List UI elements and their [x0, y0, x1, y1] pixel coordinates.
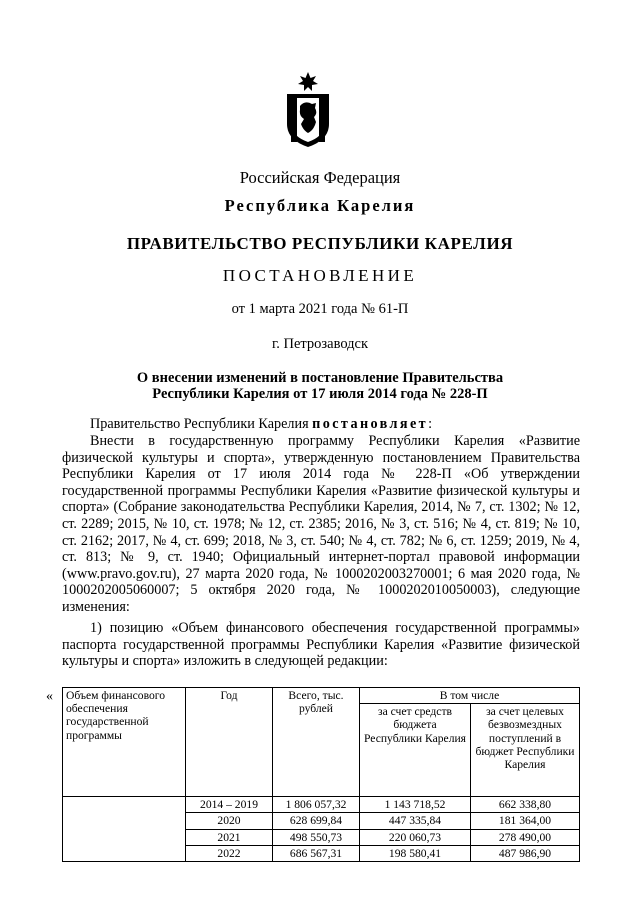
col-budget-header: за счет средств бюджета Республики Карелия [360, 704, 471, 797]
republic-name: Республика Карелия [224, 196, 416, 215]
col-grants-header: за счет целевых безвозмездных поступлений в бюджет Республики Карелия [471, 704, 580, 797]
cell-year: 2014 – 2019 [186, 797, 273, 813]
paragraph-item-1: 1) позицию «Объем финансового обеспечения государственной программы» паспорта государственной программы Республики Карелия «Развитие физической культуры и спорта» изложить в следующей редакции: [62, 620, 580, 670]
cell-year: 2020 [186, 813, 273, 829]
cell-budget: 447 335,84 [360, 813, 471, 829]
blank-cell [63, 797, 186, 862]
document-title-line-2: Республики Карелия от 17 июля 2014 года № 228-П [152, 386, 488, 402]
cell-budget: 1 143 718,52 [360, 797, 471, 813]
intro-paragraph [62, 416, 580, 433]
cell-year: 2021 [186, 829, 273, 845]
quote-mark: « [46, 689, 53, 704]
government-name: ПРАВИТЕЛЬСТВО РЕСПУБЛИКИ КАРЕЛИЯ [126, 234, 514, 253]
cell-grants: 487 986,90 [471, 845, 580, 861]
col-year-header: Год [186, 688, 273, 797]
cell-budget: 198 580,41 [360, 845, 471, 861]
cell-grants: 662 338,80 [471, 797, 580, 813]
cell-total: 686 567,31 [273, 845, 360, 861]
table-header-row [63, 688, 580, 704]
col-including-header: В том числе [360, 688, 580, 704]
financing-table [62, 687, 580, 862]
cell-total: 628 699,84 [273, 813, 360, 829]
document-date-number: от 1 марта 2021 года № 61-П [231, 301, 409, 317]
cell-total: 1 806 057,32 [273, 797, 360, 813]
paragraph-amendments: Внести в государственную программу Республики Карелия «Развитие физической культуры и спорта», утвержденную постановлением Правительства Республики Карелия от 17 июля 2014 года № 228-П «Об утверждении государственной программы Республики Карелия «Развитие физической культуры и спорта» (Собрание законодательства Республики Карелия, 2014, № 7, ст. 1302; № 12, ст. 2289; 2015, № 10, ст. 1978; № 12, ст. 2385; 2016, № 3, ст. 516; № 4, ст. 819; № 10, ст. 2162; 2017, № 4, ст. 699; 2018, № 3, ст. 540; № 4, ст. 782; № 6, ст. 1259; 2019, № 4, ст. 813; № 9, ст. 1940; Официальный интернет-портал правовой информации (www.pravo.gov.ru), 27 марта 2020 года, № 1000202003270001; 6 мая 2020 года, № 1000202005060007; 5 октября 2020 года, № 1000202010050003), следующие изменения: [62, 433, 580, 615]
row-label-cell: Объем финансового обеспечения государственной программы [63, 688, 186, 797]
table-row [63, 797, 580, 813]
document-type: ПОСТАНОВЛЕНИЕ [222, 266, 418, 285]
document-city: г. Петрозаводск [271, 336, 369, 352]
cell-total: 498 550,73 [273, 829, 360, 845]
country-name: Российская Федерация [239, 168, 401, 187]
cell-budget: 220 060,73 [360, 829, 471, 845]
cell-year: 2022 [186, 845, 273, 861]
coat-of-arms-emblem [283, 72, 333, 148]
cell-grants: 181 364,00 [471, 813, 580, 829]
document-title-line-1: О внесении изменений в постановление Правительства [136, 370, 504, 386]
col-total-header: Всего, тыс. рублей [273, 688, 360, 797]
intro-colon: : [428, 416, 433, 432]
cell-grants: 278 490,00 [471, 829, 580, 845]
resolves-word: постановляет [312, 416, 429, 432]
intro-text: Правительство Республики Карелия [90, 416, 313, 432]
